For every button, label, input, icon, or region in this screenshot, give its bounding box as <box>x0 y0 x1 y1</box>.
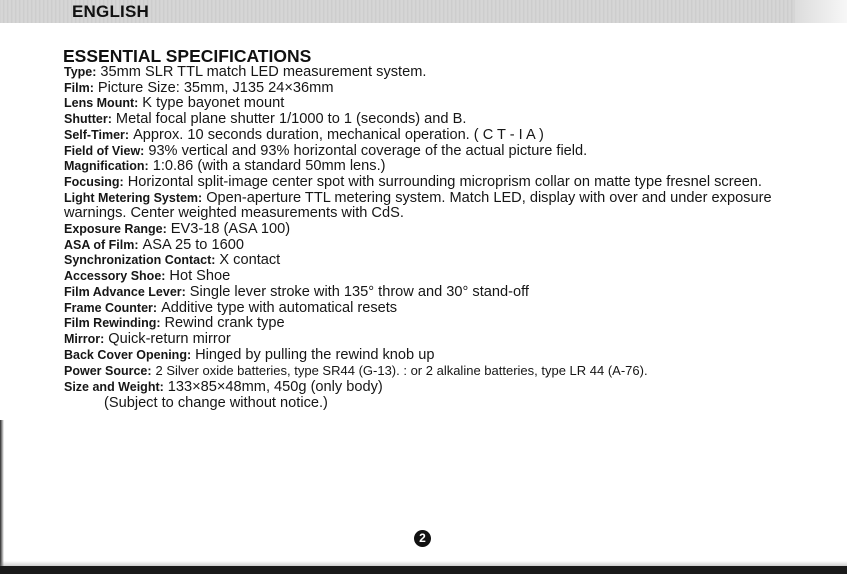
spec-exposure-range <box>64 222 784 238</box>
spec-power-source <box>64 363 784 380</box>
spec-asa-of-film <box>64 238 784 254</box>
spec-value: Approx. 10 seconds duration, mechanical operation. ( C T - I A ) <box>133 126 544 143</box>
spec-label: Synchronization Contact: <box>64 253 216 268</box>
language-header-band <box>0 0 795 23</box>
spec-label: Lens Mount: <box>64 96 139 111</box>
spec-label: Back Cover Opening: <box>64 347 192 362</box>
spec-back-cover-opening <box>64 348 784 364</box>
spec-label: Type: <box>64 65 97 79</box>
spec-type <box>64 65 784 81</box>
spec-value: Hot Shoe <box>169 268 231 285</box>
spec-film <box>64 81 784 97</box>
spec-film-advance-lever <box>64 285 784 301</box>
spec-label: Film: <box>64 80 94 95</box>
spec-value: Horizontal split-image center spot with surrounding microprism collar on matte type fresnel screen. <box>127 173 762 190</box>
page-edge-shadow <box>0 420 4 570</box>
spec-sync-contact <box>64 253 784 269</box>
spec-lens-mount <box>64 96 784 112</box>
spec-value: Single lever stroke with 135° throw and 30° stand-off <box>189 283 529 300</box>
spec-light-metering <box>64 191 784 222</box>
spec-mirror <box>64 332 784 348</box>
spec-value: Rewind crank type <box>164 315 285 332</box>
spec-frame-counter <box>64 301 784 317</box>
spec-value: Additive type with automatical resets <box>161 299 398 316</box>
spec-value: Open-aperture TTL metering system. Match LED, display with over and under exposure warnings. Center weighted measurements with CdS. <box>64 189 772 222</box>
spec-self-timer <box>64 128 784 144</box>
spec-label: Light Metering System: <box>64 190 203 205</box>
spec-accessory-shoe <box>64 269 784 285</box>
change-notice: (Subject to change without notice.) <box>104 394 328 411</box>
spec-value: Quick-return mirror <box>108 330 231 347</box>
spec-value: K type bayonet mount <box>142 95 285 112</box>
language-label: ENGLISH <box>72 2 149 21</box>
spec-field-of-view <box>64 144 784 160</box>
spec-value: 1:0.86 (with a standard 50mm lens.) <box>152 158 386 175</box>
spec-label: Frame Counter: <box>64 300 158 315</box>
spec-value: 133×85×48mm, 450g (only body) <box>167 379 383 396</box>
spec-label: Size and Weight: <box>64 380 164 395</box>
spec-magnification <box>64 159 784 175</box>
spec-value: 93% vertical and 93% horizontal coverage of the actual picture field. <box>148 142 588 159</box>
spec-shutter <box>64 112 784 128</box>
spec-focusing <box>64 175 784 191</box>
page-number-badge: 2 <box>414 530 431 547</box>
spec-value: 35mm SLR TTL match LED measurement system. <box>100 64 427 80</box>
spec-value: 2 Silver oxide batteries, type SR44 (G-13). : or 2 alkaline batteries, type LR 44 (A-76). <box>155 363 648 379</box>
spec-label: Power Source: <box>64 364 152 379</box>
spec-value: X contact <box>219 252 281 269</box>
spec-label: Mirror: <box>64 331 105 346</box>
spec-value: EV3-18 (ASA 100) <box>170 221 291 238</box>
spec-label: Focusing: <box>64 174 124 189</box>
spec-label: Film Rewinding: <box>64 316 161 331</box>
bottom-edge-bar <box>0 566 847 574</box>
spec-value: Metal focal plane shutter 1/1000 to 1 (seconds) and B. <box>115 111 467 128</box>
spec-film-rewinding <box>64 316 784 332</box>
spec-value: Picture Size: 35mm, J135 24×36mm <box>97 79 334 96</box>
spec-value: Hinged by pulling the rewind knob up <box>195 346 435 363</box>
spec-value: ASA 25 to 1600 <box>142 236 244 253</box>
spec-label: Film Advance Lever: <box>64 284 186 299</box>
spec-list <box>64 65 784 411</box>
spec-label: Field of View: <box>64 143 145 158</box>
spec-label: ASA of Film: <box>64 237 139 252</box>
page-title: ESSENTIAL SPECIFICATIONS <box>63 46 312 66</box>
spec-size-and-weight <box>64 380 784 396</box>
spec-label: Magnification: <box>64 159 149 174</box>
spec-label: Shutter: <box>64 112 112 127</box>
spec-label: Accessory Shoe: <box>64 269 166 284</box>
spec-label: Self-Timer: <box>64 127 130 142</box>
spec-label: Exposure Range: <box>64 222 167 237</box>
